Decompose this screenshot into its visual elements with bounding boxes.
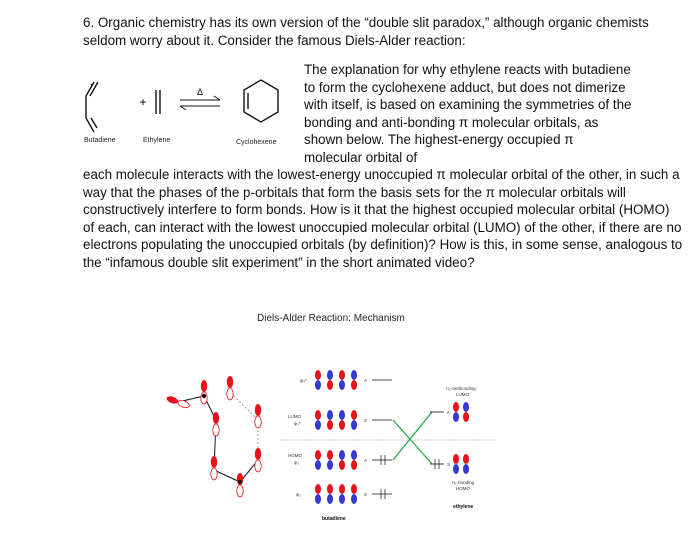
ethylene-lumo-label: LUMO [456, 392, 470, 397]
transition-state-sketch [166, 376, 262, 497]
psi3-symmetry: S [364, 418, 368, 423]
psi3-label: ψ₃* [294, 421, 301, 426]
question-body: each molecule interacts with the lowest-energy unoccupied π molecular orbital of the other, in such a way that the phases of the p-orbitals that form the basis sets for the π molecular orbitals will constructively interfere to form bonds. How is it that the highest occupied molecular orbital (HOMO) of each, can interact with the lowest unoccupied molecular orbital (LUMO) of the other, if there are no electrons populating the unoccupied orbitals (by definition)? How is this, in some sense, analogous to the “infamous double slit experiment” in the short animated video? [83, 167, 683, 270]
butadiene-mo-ladder [288, 370, 392, 522]
psi4-symmetry: A [364, 378, 368, 383]
ethylene-bonding-orbital [453, 454, 469, 474]
psi1-symmetry: S [364, 492, 368, 497]
ethylene-homo-label: HOMO [456, 486, 470, 491]
ethylene-bond-symmetry: S [447, 462, 451, 467]
psi4-label: ψ₄* [300, 378, 307, 383]
butadiene-homo-label: HOMO [288, 453, 302, 458]
mechanism-title: Diels-Alder Reaction: Mechanism [257, 313, 405, 324]
question-side-text: The explanation for why ethylene reacts with butadiene to form the cyclohexene adduct, but does not dimerize with itself, is based on examining the symmetries of the bonding and anti-bonding π molecular orbitals, as shown below. The highest-energy occupied π molecular orbital of [304, 62, 632, 165]
question-intro: 6. Organic chemistry has its own version of the “double slit paradox,” although organic chemists seldom worry about it. Consider the famous Diels-Alder reaction: [83, 15, 649, 48]
ethylene-caption: ethylene [453, 504, 474, 510]
psi2-orbital [315, 450, 357, 470]
ethylene-label: Ethylene [143, 137, 171, 144]
cyclohexene-structure [244, 80, 278, 122]
psi4-orbital [315, 370, 357, 390]
butadiene-label: Butadiene [84, 137, 116, 144]
ethylene-structure [156, 90, 160, 114]
ethylene-antibonding-label: π₂-antibonding [446, 386, 476, 391]
ethylene-bonding-label: π₁-bonding [452, 480, 475, 485]
equilibrium-arrow [180, 96, 220, 110]
psi3-orbital [315, 410, 357, 430]
psi2-label: ψ₂ [294, 460, 299, 465]
butadiene-caption: butadiene [322, 516, 346, 522]
plus-sign: + [139, 95, 147, 109]
ethylene-anti-symmetry: A [447, 410, 451, 415]
butadiene-lumo-label: LUMO [288, 414, 302, 419]
ethylene-mo-ladder [430, 386, 476, 510]
psi1-orbital [315, 484, 357, 504]
heat-symbol: Δ [196, 87, 204, 97]
ethylene-antibonding-orbital [453, 402, 469, 422]
psi2-symmetry: A [364, 458, 368, 463]
butadiene-structure [86, 82, 98, 132]
psi1-label: ψ₁ [296, 492, 301, 497]
mechanism-diagram [160, 360, 500, 530]
electron-arrows [381, 455, 385, 499]
cyclohexene-label: Cyclohexene [236, 139, 277, 146]
orbital-interaction-lines [393, 412, 432, 464]
